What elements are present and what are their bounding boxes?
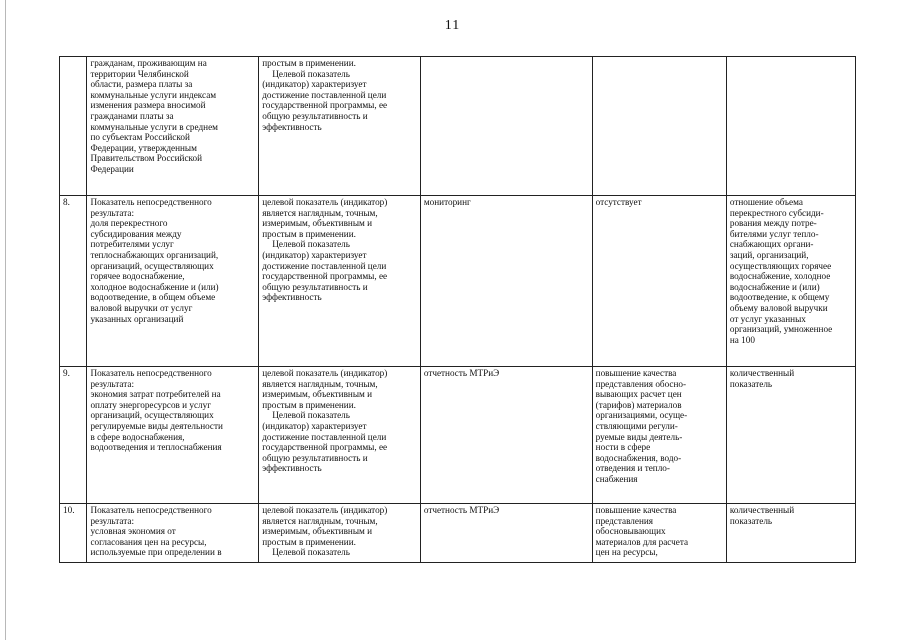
indicator-name-cell-line: в сфере водоснабжения, [90, 431, 185, 442]
indicator-name-cell-line: потребителями услуг [90, 239, 174, 250]
indicator-value-cell-line: (тарифов) материалов [595, 399, 682, 410]
indicator-name-cell-line: гражданами платы за [90, 110, 174, 121]
indicator-value-cell-line: материалов для расчета [595, 536, 689, 547]
page-edge-rule [5, 0, 6, 640]
indicator-name-cell-line: результата: [90, 515, 134, 526]
indicator-name-cell-line: организаций, осуществляющих [90, 410, 214, 421]
indicator-description-cell-line: целевой показатель (индикатор) [262, 505, 388, 515]
indicator-description-cell-line: является наглядным, точным, [262, 378, 378, 389]
indicator-name-cell-line: Показатель непосредственного [90, 505, 212, 515]
indicator-description-cell-line: измеримым, объективным и [262, 389, 373, 400]
indicator-description-cell-line: государственной программы, ее [262, 442, 388, 453]
calculation-method-cell-line: на 100 [729, 334, 755, 345]
indicator-description-cell-line: (индикатор) характеризует [262, 249, 367, 260]
indicator-name-cell-line: Федерации [90, 163, 134, 174]
indicator-name-cell-line: коммунальные услуги в среднем [90, 121, 218, 132]
indicator-value-cell-line: представления обосно- [595, 378, 687, 389]
table-row [60, 504, 856, 563]
indicator-description-cell-line: государственной программы, ее [262, 271, 388, 282]
indicator-name-cell-line: используемые при определении в [90, 547, 222, 558]
indicator-description-cell-line: (индикатор) характеризует [262, 79, 367, 90]
indicator-description-cell [259, 504, 421, 563]
calculation-method-cell-line: показатель [729, 515, 773, 526]
indicator-value-cell-line: отсутствует [595, 197, 642, 207]
calculation-method-cell-line: объему валовой выручки [729, 302, 828, 313]
calculation-method-cell-line: водоснабжение, холодное [729, 271, 831, 282]
table-row [60, 57, 856, 196]
indicator-name-cell [87, 57, 259, 196]
data-source-text: мониторинг [423, 197, 471, 207]
indicator-name-cell-line: горячее водоснабжение, [90, 271, 185, 282]
indicator-value-cell [592, 57, 726, 196]
calculation-method-cell-line: бителями услуг тепло- [729, 228, 819, 239]
indicator-description-cell-line: измеримым, объективным и [262, 218, 373, 229]
indicator-name-cell-line: Показатель непосредственного [90, 197, 212, 207]
indicator-value-cell-line: цен на ресурсы, [595, 547, 658, 558]
indicator-description-cell-line: Целевой показатель [272, 410, 350, 421]
calculation-method-cell [726, 57, 855, 196]
calculation-method-cell-line: заций, организаций, [729, 249, 809, 260]
indicator-value-cell-line: отведения и тепло- [595, 463, 670, 474]
indicator-description-cell-line: (индикатор) характеризует [262, 420, 367, 431]
data-source-cell [420, 367, 592, 504]
row-number: 10. [63, 505, 75, 515]
indicator-description-cell-line: является наглядным, точным, [262, 515, 378, 526]
indicators-table [59, 56, 856, 563]
indicator-name-cell-line: по субъектам Российской [90, 132, 190, 143]
indicator-description-cell-line: Целевой показатель [272, 547, 350, 558]
indicator-description-cell-line: Целевой показатель [272, 239, 350, 250]
calculation-method-cell-line: количественный [729, 368, 795, 378]
indicator-value-cell-line: повышение качества [595, 505, 677, 515]
indicator-name-cell-line: условная экономия от [90, 526, 176, 537]
indicator-description-cell-line: целевой показатель (индикатор) [262, 197, 388, 207]
indicator-value-cell-line: водоснабжения, водо- [595, 452, 682, 463]
data-source-cell [420, 504, 592, 563]
indicator-description-cell-line: эффективность [262, 121, 322, 132]
indicator-description-cell-line: является наглядным, точным, [262, 207, 378, 218]
indicator-description-cell-line: общую результативность и [262, 452, 368, 463]
indicator-name-cell-line: Показатель непосредственного [90, 368, 212, 378]
indicator-name-cell-line: экономия затрат потребителей на [90, 389, 221, 400]
indicator-description-cell-line: простым в применении. [262, 399, 356, 410]
indicator-value-cell-line: снабжения [595, 473, 638, 484]
row-number: 9. [63, 368, 70, 378]
table-row [60, 196, 856, 367]
row-number: 8. [63, 197, 70, 207]
indicator-name-cell-line: регулируемые виды деятельности [90, 420, 223, 431]
indicator-name-cell-line: гражданам, проживающим на [90, 58, 207, 68]
calculation-method-cell-line: водоснабжение и (или) [729, 281, 820, 292]
indicator-description-cell-line: государственной программы, ее [262, 100, 388, 111]
indicator-value-cell [592, 367, 726, 504]
indicator-name-cell-line: водоотведения и теплоснабжения [90, 442, 222, 453]
calculation-method-cell-line: перекрестного субсиди- [729, 207, 824, 218]
indicator-description-cell-line: Целевой показатель [272, 68, 350, 79]
indicator-name-cell-line: оплату энергоресурсов и услуг [90, 399, 212, 410]
indicator-value-cell-line: ности в сфере [595, 442, 651, 453]
indicator-name-cell-line: теплоснабжающих организаций, [90, 249, 219, 260]
indicator-value-cell-line: ствляющими регули- [595, 420, 678, 431]
indicator-name-cell-line: организаций, осуществляющих [90, 260, 214, 271]
indicator-description-cell-line: достижение поставленной цели [262, 260, 387, 271]
indicator-name-cell-line: валовой выручки от услуг [90, 302, 193, 313]
indicator-name-cell-line: Правительством Российской [90, 153, 203, 164]
data-source-cell [420, 196, 592, 367]
indicator-description-cell-line: общую результативность и [262, 110, 368, 121]
indicator-name-cell-line: Федерации, утвержденным [90, 142, 197, 153]
indicator-name-cell-line: согласования цен на ресурсы, [90, 536, 207, 547]
indicator-value-cell [592, 196, 726, 367]
indicator-name-cell [87, 504, 259, 563]
indicator-description-cell [259, 57, 421, 196]
page-number: 11 [444, 18, 461, 33]
indicator-description-cell-line: простым в применении. [262, 536, 356, 547]
indicator-value-cell-line: обосновывающих [595, 526, 666, 537]
indicator-name-cell-line: субсидирования между [90, 228, 182, 239]
indicator-description-cell-line: простым в применении. [262, 228, 356, 239]
indicator-name-cell-line: водоотведение, в общем объеме [90, 292, 216, 303]
indicator-value-cell-line: повышение качества [595, 368, 677, 378]
calculation-method-cell [726, 504, 855, 563]
calculation-method-cell-line: отношение объема [729, 197, 803, 207]
row-number-cell [60, 504, 87, 563]
calculation-method-cell-line: от услуг указанных [729, 313, 806, 324]
indicator-description-cell-line: достижение поставленной цели [262, 89, 387, 100]
indicator-name-cell [87, 367, 259, 504]
calculation-method-cell-line: водоотведение, к общему [729, 292, 830, 303]
row-number-cell [60, 57, 87, 196]
indicator-value-cell-line: организациями, осуще- [595, 410, 688, 421]
indicator-name-cell-line: коммунальные услуги индексам [90, 89, 217, 100]
indicator-description-cell-line: достижение поставленной цели [262, 431, 387, 442]
indicator-value-cell [592, 504, 726, 563]
indicator-name-cell-line: области, размера платы за [90, 79, 193, 90]
indicator-name-cell-line: результата: [90, 207, 134, 218]
indicator-description-cell-line: простым в применении. [262, 58, 356, 68]
indicator-description-cell-line: измеримым, объективным и [262, 526, 373, 537]
indicator-description-cell [259, 367, 421, 504]
indicator-name-cell [87, 196, 259, 367]
indicator-description-cell [259, 196, 421, 367]
calculation-method-cell-line: осуществляющих горячее [729, 260, 832, 271]
indicator-value-cell-line: представления [595, 515, 654, 526]
data-source-text: отчетность МТРиЭ [423, 368, 500, 378]
indicator-name-cell-line: территории Челябинской [90, 68, 189, 79]
calculation-method-cell [726, 367, 855, 504]
indicator-name-cell-line: холодное водоснабжение и (или) [90, 281, 219, 292]
indicator-value-cell-line: руемые виды деятель- [595, 431, 683, 442]
calculation-method-cell-line: рования между потре- [729, 218, 817, 229]
calculation-method-cell-line: количественный [729, 505, 795, 515]
indicators-table-body [60, 57, 856, 563]
calculation-method-cell [726, 196, 855, 367]
indicator-description-cell-line: общую результативность и [262, 281, 368, 292]
indicator-name-cell-line: доля перекрестного [90, 218, 168, 229]
indicator-description-cell-line: эффективность [262, 292, 322, 303]
row-number-cell [60, 196, 87, 367]
table-row [60, 367, 856, 504]
indicator-name-cell-line: результата: [90, 378, 134, 389]
data-source-cell [420, 57, 592, 196]
indicator-description-cell-line: эффективность [262, 463, 322, 474]
indicator-name-cell-line: изменения размера вносимой [90, 100, 206, 111]
indicator-description-cell-line: целевой показатель (индикатор) [262, 368, 388, 378]
indicator-name-cell-line: указанных организаций [90, 313, 184, 324]
data-source-text: отчетность МТРиЭ [423, 505, 500, 515]
calculation-method-cell-line: снабжающих органи- [729, 239, 814, 250]
indicator-value-cell-line: вывающих расчет цен [595, 389, 682, 400]
row-number-cell [60, 367, 87, 504]
calculation-method-cell-line: организаций, умноженное [729, 324, 833, 335]
calculation-method-cell-line: показатель [729, 378, 773, 389]
